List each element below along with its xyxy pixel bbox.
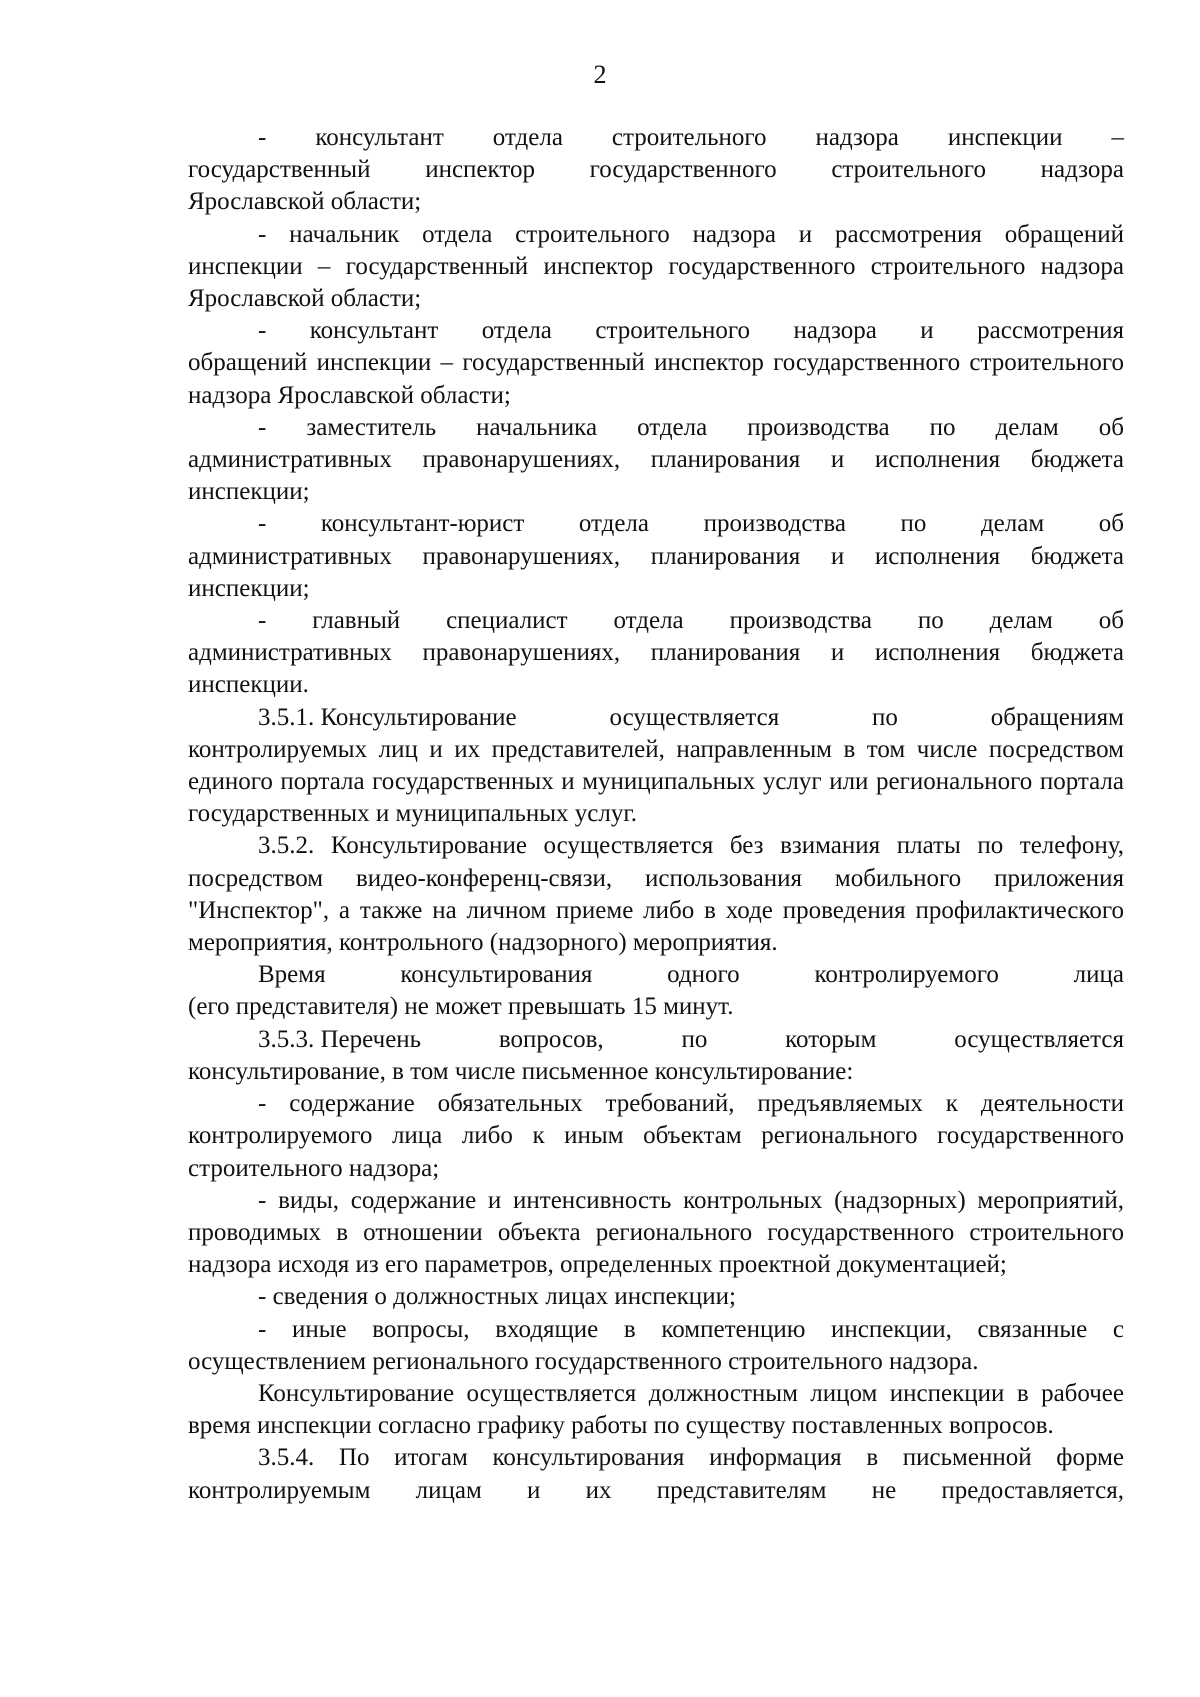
paragraph-list-other: - иные вопросы, входящие в компетенцию инспекции, связанные с осуществлением регионального государственного строительного надзора. (188, 1315, 1124, 1375)
word: которым (785, 1025, 877, 1053)
word: строительного (595, 317, 750, 345)
word: отдела (492, 124, 563, 151)
word: производства (729, 607, 872, 635)
word: - (258, 413, 267, 441)
paragraph-line (188, 1475, 1124, 1507)
word: контролируемого (814, 961, 999, 989)
word: предоставляется, (941, 1476, 1124, 1504)
paragraph-3-5-4 (188, 1442, 1124, 1506)
word: осуществляется (954, 1025, 1124, 1053)
paragraph-consultation-official: Консультирование осуществляется должностным лицом инспекции в рабочее время инспекции согласно графику работы по существу поставленных вопросов. (188, 1379, 1124, 1440)
paragraph-head-of-department: - начальник отдела строительного надзора и рассмотрения обращений инспекции – государственный инспектор государственного строительного надзора Ярославской области; (188, 220, 1124, 313)
word: консультант (309, 317, 439, 345)
paragraph-3-5-3 (188, 1024, 1124, 1088)
paragraph-line (188, 122, 1124, 154)
paragraph-line: административных правонарушениях, планирования и исполнения бюджета инспекции; (188, 542, 1124, 602)
word: производства (747, 413, 890, 441)
word: государственный (188, 156, 371, 184)
paragraph-line: административных правонарушениях, планирования и исполнения бюджета инспекции. (188, 639, 1124, 699)
word: делам (995, 413, 1059, 441)
word: не (871, 1476, 897, 1504)
paragraph-line: контролируемых лиц и их представителей, направленным в том числе посредством единого портала государственных и муниципальных услуг или регионального портала государственных и муниципальных услуг. (188, 735, 1124, 828)
word: делам (980, 510, 1045, 538)
word: - (258, 510, 267, 538)
word: инспекции (947, 124, 1063, 151)
document-body (188, 122, 1124, 1507)
paragraph-line (188, 412, 1124, 444)
paragraph-deputy-head (188, 412, 1124, 509)
paragraph-3-5-2: 3.5.2. Консультирование осуществляется без взимания платы по телефону, посредством видео-конференц-связи, использования мобильного приложения "Инспектор", а также на личном приеме либо в ходе проведения профилактического мероприятия, контрольного (надзорного) мероприятия. (188, 832, 1124, 957)
word: по (681, 1025, 708, 1053)
paragraph-list-requirements: - содержание обязательных требований, предъявляемых к деятельности контролируемого лица либо к иным объектам регионального государственного строительного надзора; (188, 1090, 1124, 1182)
word: строительного (831, 156, 986, 184)
word: представителям (656, 1476, 827, 1504)
paragraph-line: обращений инспекции – государственный инспектор государственного строительного надзора Ярославской области; (188, 349, 1124, 409)
word: главный (312, 607, 401, 635)
word: инспектор (425, 156, 535, 184)
word: рассмотрения (977, 317, 1124, 345)
paragraph-line (188, 959, 1124, 991)
word: - (258, 607, 267, 635)
paragraph-line: (его представителя) не может превышать 15 минут. (188, 993, 734, 1021)
word: производства (703, 510, 846, 538)
paragraph-consultant-lawyer (188, 508, 1124, 605)
word: отдела (481, 317, 552, 345)
word: вопросов, (498, 1025, 604, 1053)
word: государственного (589, 156, 777, 184)
paragraph-line (188, 702, 1124, 734)
paragraph-line: 3.5.4. По итогам консультирования информация в письменной форме (258, 1444, 1124, 1472)
word: делам (989, 607, 1053, 635)
word: - (258, 124, 267, 151)
word: – (1111, 124, 1124, 151)
paragraph-line: административных правонарушениях, планирования и исполнения бюджета инспекции; (188, 446, 1124, 506)
word: специалист (446, 607, 568, 635)
word: по (929, 413, 956, 441)
word: консультант-юрист (320, 510, 525, 538)
word: отдела (637, 413, 708, 441)
word: по (872, 703, 898, 731)
word: и (920, 317, 934, 345)
paragraph-list-types: - виды, содержание и интенсивность контрольных (надзорных) мероприятий, проводимых в отношении объекта регионального государственного строительного надзора исходя из его параметров, определенных проектной документацией; (188, 1186, 1124, 1279)
paragraph-line (188, 154, 1124, 186)
paragraph-line: консультирование, в том числе письменное консультирование: (188, 1057, 854, 1085)
paragraph-3-5-1 (188, 702, 1124, 831)
paragraph-line (188, 508, 1124, 540)
word: 3.5.3. Перечень (258, 1025, 422, 1053)
paragraph-line (188, 605, 1124, 637)
word: лицам (415, 1476, 482, 1504)
paragraph-consultant-review (188, 315, 1124, 412)
word: начальника (476, 413, 598, 441)
word: надзора (793, 317, 877, 345)
word: отдела (578, 510, 649, 538)
word: обращениям (990, 703, 1124, 731)
paragraph-line (188, 1024, 1124, 1056)
word: одного (667, 961, 740, 989)
word: лица (1073, 961, 1124, 989)
word: Время (258, 961, 326, 989)
word: консультант (315, 124, 444, 151)
word: надзора (815, 124, 899, 151)
paragraph-line: Ярославской области; (188, 188, 422, 216)
paragraph-chief-specialist (188, 605, 1124, 702)
word: их (585, 1476, 612, 1504)
word: строительного (611, 124, 767, 151)
paragraph-list-officials: - сведения о должностных лицах инспекции; (258, 1283, 736, 1311)
paragraph-consultation-time (188, 959, 1124, 1023)
word: заместитель (306, 413, 437, 441)
word: - (258, 317, 267, 345)
word: осуществляется (609, 703, 780, 731)
page-number: 2 (593, 60, 607, 89)
word: и (526, 1476, 541, 1504)
word: 3.5.1. Консультирование (258, 703, 517, 731)
word: надзора (1040, 156, 1124, 184)
word: отдела (613, 607, 684, 635)
word: об (1098, 607, 1124, 635)
word: по (900, 510, 927, 538)
word: контролируемым (188, 1476, 371, 1504)
paragraph-consultant-construction (188, 122, 1124, 219)
word: об (1098, 510, 1124, 538)
word: по (917, 607, 944, 635)
word: об (1098, 413, 1124, 441)
paragraph-line (188, 315, 1124, 347)
word: консультирования (400, 961, 593, 989)
